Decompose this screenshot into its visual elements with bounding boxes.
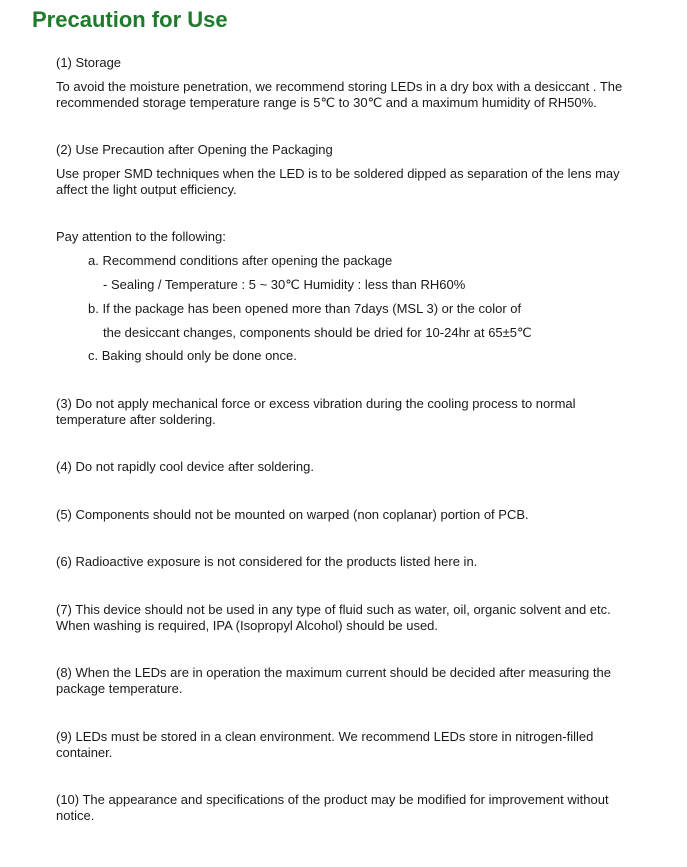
- list-item-a: a. Recommend conditions after opening the package: [88, 253, 393, 268]
- list-item-a-detail: - Sealing / Temperature : 5 ~ 30℃ Humidity : less than RH60%: [103, 277, 466, 292]
- storage-heading: (1) Storage: [56, 55, 122, 70]
- list-item-b-continued: the desiccant changes, components should be dried for 10-24hr at 65±5℃: [103, 325, 532, 340]
- item-8-line-1: (8) When the LEDs are in operation the maximum current should be decided after measuring the: [56, 665, 611, 680]
- item-4: (4) Do not rapidly cool device after soldering.: [56, 459, 314, 474]
- after-opening-heading: (2) Use Precaution after Opening the Packaging: [56, 142, 333, 157]
- after-opening-text-line-1: Use proper SMD techniques when the LED is to be soldered dipped as separation of the lens may: [56, 166, 620, 181]
- storage-text-line-2: recommended storage temperature range is 5℃ to 30℃ and a maximum humidity of RH50%.: [56, 95, 597, 110]
- item-6: (6) Radioactive exposure is not considered for the products listed here in.: [56, 554, 478, 569]
- list-item-c: c. Baking should only be done once.: [88, 348, 297, 363]
- pay-attention-text: Pay attention to the following:: [56, 229, 226, 244]
- item-5: (5) Components should not be mounted on warped (non coplanar) portion of PCB.: [56, 507, 529, 522]
- item-7-line-1: (7) This device should not be used in any type of fluid such as water, oil, organic solvent and etc.: [56, 602, 611, 617]
- item-10-line-1: (10) The appearance and specifications of the product may be modified for improvement without: [56, 792, 609, 807]
- storage-text-line-1: To avoid the moisture penetration, we recommend storing LEDs in a dry box with a desiccant . The: [56, 79, 623, 94]
- after-opening-text-line-2: affect the light output efficiency.: [56, 182, 237, 197]
- page-title: Precaution for Use: [32, 7, 228, 32]
- list-item-b: b. If the package has been opened more than 7days (MSL 3) or the color of: [88, 301, 522, 316]
- item-3-line-2: temperature after soldering.: [56, 412, 216, 427]
- item-10-line-2: notice.: [56, 808, 95, 823]
- item-7-line-2: When washing is required, IPA (Isopropyl Alcohol) should be used.: [56, 618, 439, 633]
- item-9-line-1: (9) LEDs must be stored in a clean environment. We recommend LEDs store in nitrogen-filled: [56, 729, 594, 744]
- item-3-line-1: (3) Do not apply mechanical force or excess vibration during the cooling process to normal: [56, 396, 576, 411]
- item-9-line-2: container.: [56, 745, 113, 760]
- item-8-line-2: package temperature.: [56, 681, 183, 696]
